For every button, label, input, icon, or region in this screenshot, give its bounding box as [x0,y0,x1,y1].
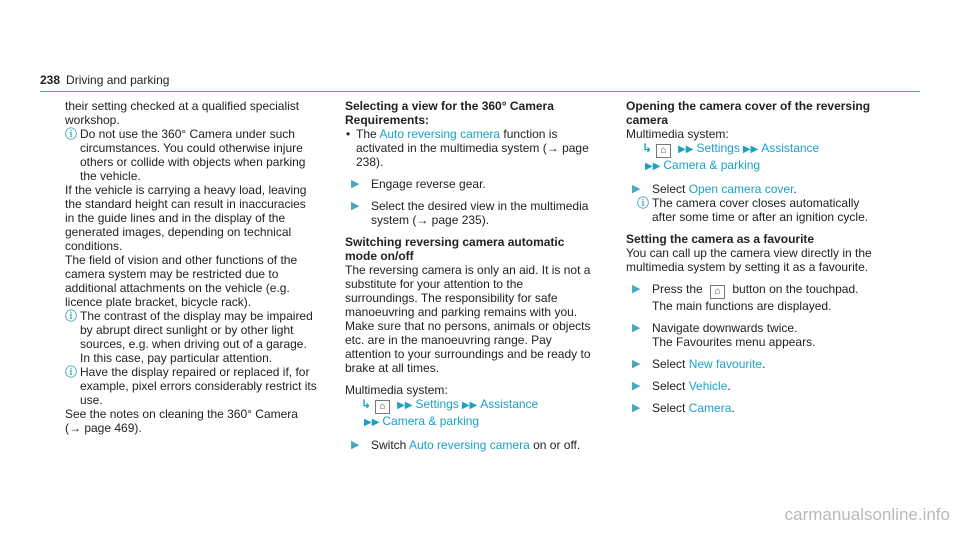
chevron-icon: ▶▶ [397,400,413,411]
step: ▶ Switch Auto reversing camera on or off. [351,438,581,452]
home-icon[interactable]: ⌂ [710,285,725,299]
menu-camera-parking[interactable]: Camera & parking [663,158,761,172]
menu-path [626,141,878,174]
heading: Opening the camera cover of the reversing camera [626,99,871,127]
step: ▶ Select the desired view in the multimedia system (→ page 235). [351,199,589,227]
path-arrow-icon: ↳ [642,141,653,155]
function-link[interactable]: New favourite [688,357,763,371]
chevron-icon: ▶▶ [364,417,380,428]
note: ⓘ Have the display repaired or replaced if, for example, pixel errors considerably restrict its use. [65,365,317,407]
step-arrow-icon: ▶ [351,178,360,190]
page-header [40,73,169,87]
chevron-icon: ▶▶ [742,144,759,155]
step-arrow-icon: ▶ [632,322,641,334]
paragraph: Multimedia system: [626,127,729,141]
heading: Selecting a view for the 360° Camera [345,99,554,113]
menu-settings[interactable]: Settings [415,397,459,411]
watermark: carmanualsonline.info [784,505,950,524]
step: ▶ Engage reverse gear. [351,177,486,191]
paragraph: See the notes on cleaning the 360° Camera (→ page 469). [65,407,298,435]
info-icon: ⓘ [637,196,650,210]
menu-camera-parking[interactable]: Camera & parking [382,414,480,428]
chevron-icon: ▶▶ [461,400,478,411]
home-icon[interactable]: ⌂ [375,400,390,414]
function-link[interactable]: Auto reversing camera [379,127,501,141]
paragraph: Multimedia system: [345,383,448,397]
header-rule [40,91,920,92]
paragraph: The field of vision and other functions of the camera system may be restricted due to additional attachments on the vehicle (e.g. licence plate bracket, bicycle rack). [65,253,298,309]
step: ▶ Press the ⌂ button on the touchpad. The main functions are displayed. [632,282,859,313]
step: ▶ Select Camera. [632,401,735,415]
menu-settings[interactable]: Settings [696,141,740,155]
paragraph: If the vehicle is carrying a heavy load, leaving the standard height can result in inaccuracies in the guide lines and in the display of the generated images, depending on technical conditions. [65,183,307,253]
step-arrow-icon: ▶ [351,439,360,451]
step-arrow-icon: ▶ [351,200,360,212]
menu-assistance[interactable]: Assistance [480,397,539,411]
function-link[interactable]: Camera [688,401,732,415]
paragraph: You can call up the camera view directly in the multimedia system by setting it as a favourite. [626,246,872,274]
menu-assistance[interactable]: Assistance [761,141,820,155]
paragraph: their setting checked at a qualified specialist workshop. [65,99,300,127]
column-1 [65,99,317,435]
heading: Requirements: [345,113,430,127]
step: ▶ Select Vehicle. [632,379,731,393]
step-arrow-icon: ▶ [632,358,641,370]
step-arrow-icon: ▶ [632,183,641,195]
function-link[interactable]: Vehicle [688,379,728,393]
step: ▶ Navigate downwards twice. The Favourites menu appears. [632,321,816,349]
column-2 [345,99,597,452]
heading: Switching reversing camera automatic mode on/off [345,235,565,263]
list-item: • The Auto reversing camera function is activated in the multimedia system (→ page 238). [346,127,589,169]
step: ▶ Select New favourite. [632,357,766,371]
info-icon: ⓘ [65,127,78,141]
section-title: Driving and parking [66,73,170,87]
menu-path [345,397,597,430]
note: ⓘ The camera cover closes automatically after some time or after an ignition cycle. [637,196,869,224]
note: ⓘ Do not use the 360° Camera under such circumstances. You could otherwise injure others or collide with objects when parking the vehicle. [65,127,306,183]
page-number: 238 [40,73,61,87]
step-arrow-icon: ▶ [632,283,641,295]
function-link[interactable]: Auto reversing camera [409,438,530,452]
function-link[interactable]: Open camera cover [688,182,794,196]
heading: Setting the camera as a favourite [626,232,815,246]
note: ⓘ The contrast of the display may be impaired by abrupt direct sunlight or by other light sources, e.g. when driving out of a garage. In this case, pay particular attention. [65,309,313,365]
info-icon: ⓘ [65,309,78,323]
chevron-icon: ▶▶ [645,161,661,172]
paragraph: The reversing camera is only an aid. It is not a substitute for your attention to the surroundings. The responsibility for safe manoeuvring and parking remains with you. Make sure that no persons, animals or objects etc. are in the manoeuvring range. Pay attention to your surroundings and be ready to brake at all times. [345,263,591,375]
home-icon[interactable]: ⌂ [656,144,671,158]
column-3 [626,99,878,415]
path-arrow-icon: ↳ [361,397,372,411]
step-arrow-icon: ▶ [632,380,641,392]
step-arrow-icon: ▶ [632,402,641,414]
info-icon: ⓘ [65,365,78,379]
step: ▶ Select Open camera cover. [632,182,797,196]
chevron-icon: ▶▶ [678,144,694,155]
